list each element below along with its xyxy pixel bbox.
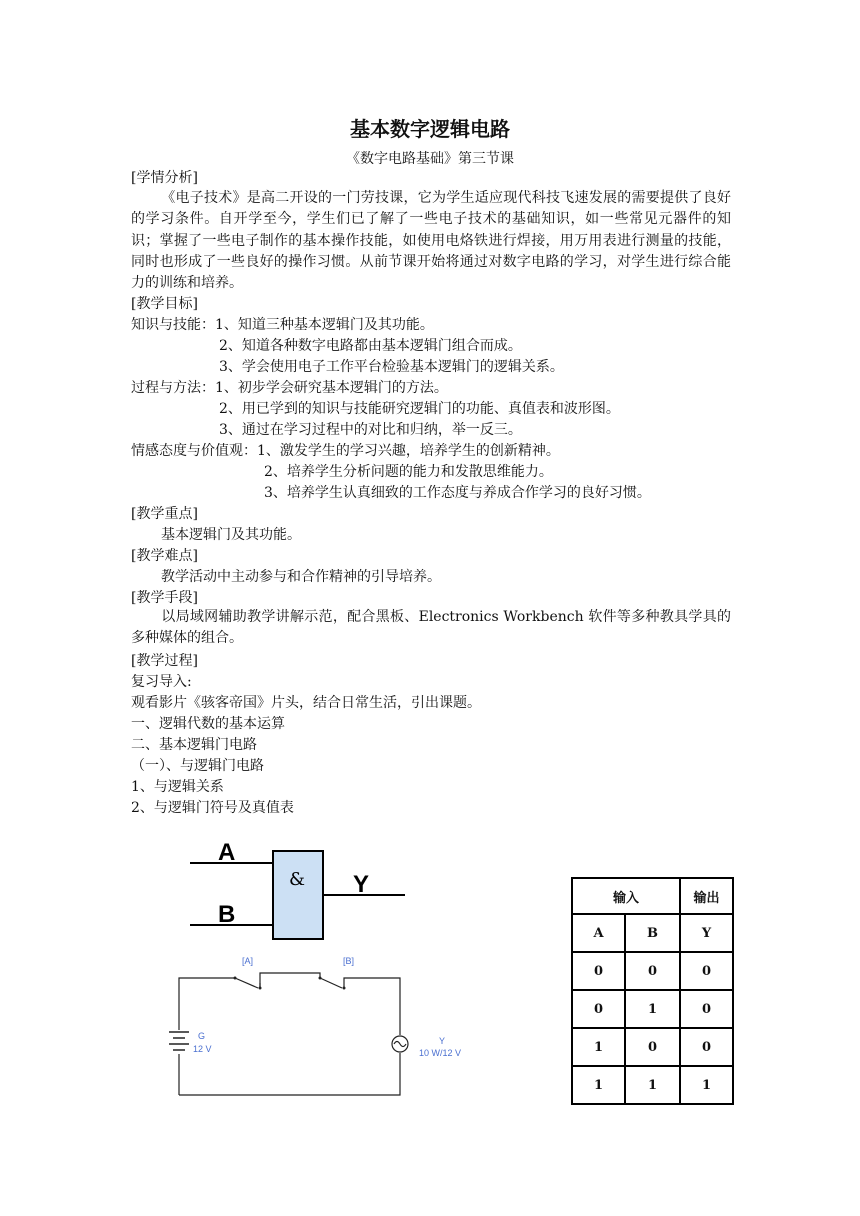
bottom-wire	[179, 1053, 400, 1095]
page-title: 基本数字逻辑电路	[350, 117, 510, 141]
lamp-name: Y	[439, 1036, 446, 1046]
table-cell: 0	[572, 952, 625, 990]
analysis-paragraph	[131, 188, 731, 294]
switch-a-label: [A]	[242, 956, 254, 966]
list-item-5: 2、与逻辑门符号及真值表	[131, 800, 294, 816]
label-a: A	[218, 839, 236, 866]
goal-process-2: 2、用已学到的知识与技能研究逻辑门的功能、真值表和波形图。	[219, 401, 620, 417]
col-y: Y	[680, 914, 733, 952]
review-label: 复习导入:	[131, 674, 192, 690]
top-wire-left	[179, 978, 235, 982]
and-switch-circuit	[160, 950, 480, 1100]
header-input: 输入	[572, 878, 680, 914]
and-symbol: &	[289, 869, 306, 890]
label-y: Y	[353, 871, 370, 898]
list-item-3: （一）、与逻辑门电路	[131, 758, 264, 774]
goal-emotion-2: 2、培养学生分析问题的能力和发散思维能力。	[264, 464, 553, 480]
table-cell: 1	[680, 1066, 733, 1104]
col-b: B	[625, 914, 680, 952]
goal-emotion-1: 情感态度与价值观：1、激发学生的学习兴趣，培养学生的创新精神。	[131, 443, 560, 459]
battery-value: 12 V	[193, 1044, 212, 1054]
table-cell: 0	[680, 990, 733, 1028]
and-gate-diagram	[185, 835, 425, 955]
list-item-1: 一、逻辑代数的基本运算	[131, 716, 285, 732]
goal-knowledge-2: 2、知道各种数字电路都由基本逻辑门组合而成。	[219, 338, 522, 354]
table-row	[572, 1028, 733, 1066]
table-row	[572, 990, 733, 1028]
table-cell: 1	[625, 990, 680, 1028]
key-heading: [教学重点]	[131, 506, 198, 522]
battery-name: G	[198, 1031, 206, 1041]
difficulty-text: 教学活动中主动参与和合作精神的引导培养。	[161, 569, 441, 585]
difficulty-heading: [教学难点]	[131, 548, 198, 564]
analysis-text: 《电子技术》是高二开设的一门劳技课，它为学生适应现代科技飞速发展的需要提供了良好的学习条件。自开学至今，学生们已了解了一些电子技术的基础知识，如一些常见元器件的知识；掌握了一些电子制作的基本操作技能，如使用电烙铁进行焊接，用万用表进行测量的技能，同时也形成了一些良好的操作习惯。从前节课开始将通过对数字电路的学习，对学生进行综合能力的训练和培养。	[131, 190, 731, 292]
means-paragraph	[131, 607, 731, 650]
table-cell: 0	[680, 952, 733, 990]
table-row	[572, 914, 733, 952]
truth-table	[571, 877, 734, 1105]
table-row	[572, 952, 733, 990]
label-b: B	[218, 901, 236, 928]
list-item-4: 1、与逻辑关系	[131, 779, 224, 795]
col-a: A	[572, 914, 625, 952]
means-text: 以局域网辅助教学讲解示范，配合黑板、Electronics Workbench 软件等多种教具学具的多种媒体的组合。	[131, 609, 731, 647]
table-cell: 0	[572, 990, 625, 1028]
switch-a-blade	[235, 978, 258, 988]
top-wire-mid	[260, 973, 320, 988]
lamp-value: 10 W/12 V	[419, 1048, 462, 1058]
analysis-heading: [学情分析]	[131, 170, 198, 186]
page-subtitle: 《数字电路基础》第三节课	[346, 151, 514, 167]
goal-process-1: 过程与方法：1、初步学会研究基本逻辑门的方法。	[131, 380, 448, 396]
key-text: 基本逻辑门及其功能。	[161, 527, 301, 543]
table-cell: 0	[625, 1028, 680, 1066]
goal-knowledge-1: 知识与技能：1、知道三种基本逻辑门及其功能。	[131, 317, 434, 333]
gate-body	[273, 851, 323, 939]
goals-heading: [教学目标]	[131, 296, 198, 312]
goal-knowledge-3: 3、学会使用电子工作平台检验基本逻辑门的逻辑关系。	[219, 359, 564, 375]
film-text: 观看影片《骇客帝国》片头，结合日常生活，引出课题。	[131, 695, 481, 711]
table-cell: 0	[625, 952, 680, 990]
table-cell: 1	[572, 1028, 625, 1066]
table-cell: 1	[572, 1066, 625, 1104]
header-output: 输出	[680, 878, 733, 914]
goal-process-3: 3、通过在学习过程中的对比和归纳，举一反三。	[219, 422, 522, 438]
list-item-2: 二、基本逻辑门电路	[131, 737, 257, 753]
table-cell: 0	[680, 1028, 733, 1066]
table-row	[572, 1066, 733, 1104]
goal-emotion-3: 3、培养学生认真细致的工作态度与养成合作学习的良好习惯。	[264, 485, 651, 501]
switch-b-blade	[320, 978, 342, 988]
table-cell: 1	[625, 1066, 680, 1104]
switch-b-label: [B]	[343, 956, 355, 966]
means-heading: [教学手段]	[131, 590, 198, 606]
top-wire-right	[344, 978, 400, 1035]
process-heading: [教学过程]	[131, 653, 198, 669]
